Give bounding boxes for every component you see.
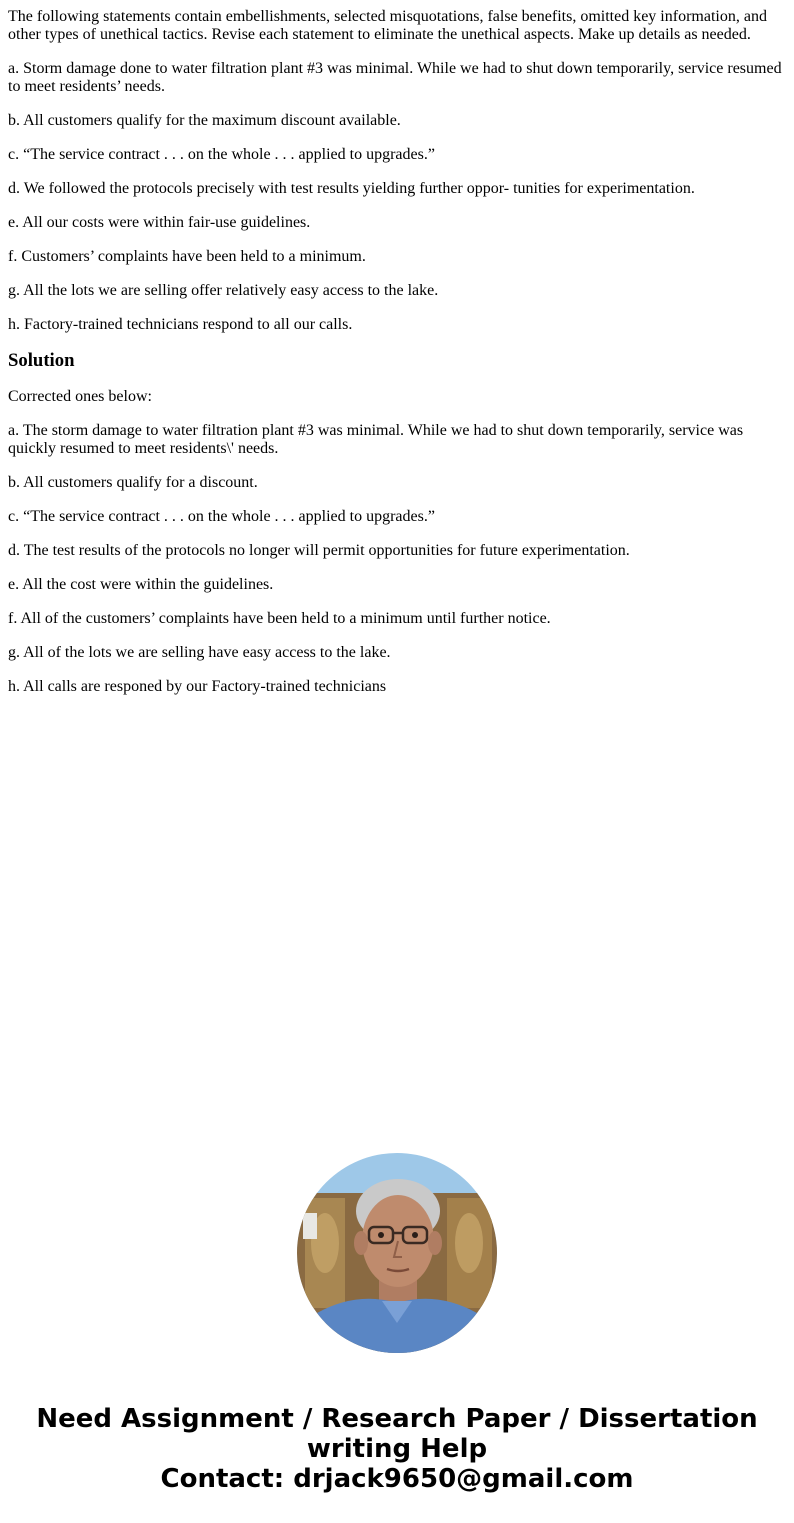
avatar <box>297 1153 497 1353</box>
solution-item-c: c. “The service contract . . . on the whole . . . applied to upgrades.” <box>8 508 435 525</box>
question-item-h: h. Factory-trained technicians respond to all our calls. <box>8 316 353 333</box>
promo-line-2: writing Help <box>306 1434 488 1464</box>
promo-line-1: Need Assignment / Research Paper / Dissertation <box>36 1404 758 1434</box>
solution-heading: Solution <box>8 350 75 371</box>
solution-item-b: b. All customers qualify for a discount. <box>8 474 258 491</box>
solution-item-e: e. All the cost were within the guidelines. <box>8 576 274 593</box>
question-item-c: c. “The service contract . . . on the whole . . . applied to upgrades.” <box>8 146 435 163</box>
solution-item-f: f. All of the customers’ complaints have been held to a minimum until further notice. <box>8 610 551 627</box>
solution-item-h: h. All calls are responed by our Factory-trained technicians <box>8 678 387 695</box>
question-intro: The following statements contain embellishments, selected misquotations, false benefits, omitted key information, and other types of unethical tactics. Revise each statement to eliminate the unethical aspects. Make up details as needed. <box>8 8 767 43</box>
question-item-e: e. All our costs were within fair-use guidelines. <box>8 214 311 231</box>
solution-item-a: a. The storm damage to water filtration plant #3 was minimal. While we had to shut down temporarily, service was quickly resumed to meet residents\' needs. <box>8 422 744 457</box>
solution-item-d: d. The test results of the protocols no longer will permit opportunities for future experimentation. <box>8 542 630 559</box>
solution-item-g: g. All of the lots we are selling have easy access to the lake. <box>8 644 391 661</box>
question-item-g: g. All the lots we are selling offer relatively easy access to the lake. <box>8 282 439 299</box>
question-item-b: b. All customers qualify for the maximum discount available. <box>8 112 401 129</box>
question-item-a: a. Storm damage done to water filtration plant #3 was minimal. While we had to shut down temporarily, service resumed to meet residents’ needs. <box>8 60 782 95</box>
document-body <box>8 8 786 712</box>
question-item-f: f. Customers’ complaints have been held to a minimum. <box>8 248 366 265</box>
solution-intro: Corrected ones below: <box>8 388 152 405</box>
promo-banner <box>0 1404 794 1494</box>
promo-contact: Contact: drjack9650@gmail.com <box>160 1464 634 1494</box>
portrait-photo <box>297 1153 497 1353</box>
question-item-d: d. We followed the protocols precisely with test results yielding further oppor- tunities for experimentation. <box>8 180 695 197</box>
